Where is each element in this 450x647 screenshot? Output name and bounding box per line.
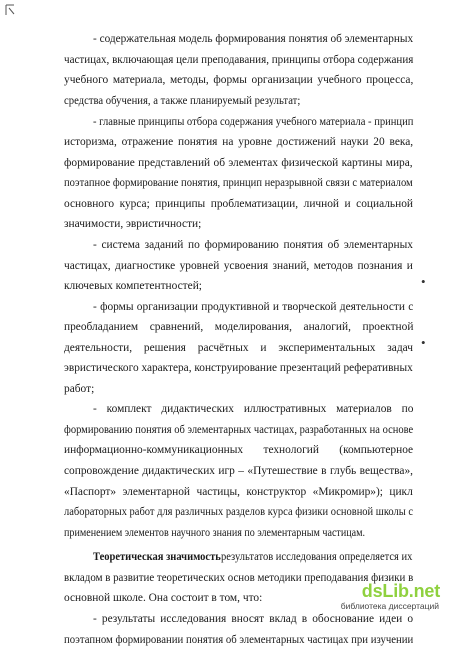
document-line [0, 402, 450, 416]
document-line [0, 217, 450, 231]
document-line-text: применением элементов научного знания по элементарным частицам. [64, 527, 365, 539]
document-line [0, 550, 450, 564]
document-line [0, 320, 450, 334]
document-line [0, 526, 450, 540]
document-line [0, 341, 450, 355]
document-line-text: информационно-коммуникационных технологий (компьютерное [64, 444, 414, 456]
document-line-text: «Паспорт» элементарной частицы, конструктор «Микромир»); цикл [64, 486, 413, 498]
document-line-text: Теоретическая значимость [93, 551, 221, 563]
document-line-text: формирование представлений об элементах физической картины мира, [64, 157, 413, 169]
document-line-text: эвристического характера, конструирование презентаций реферативных [64, 362, 413, 374]
document-line [0, 156, 450, 170]
document-line-text: преобладанием сравнений, моделирования, аналогий, проектной [64, 321, 414, 333]
document-line-text: значимости, эвристичности; [64, 218, 202, 230]
watermark-logo [332, 581, 440, 611]
document-line-text: сопровождение дидактических игр – «Путешествие в глубь вещества», [64, 465, 414, 477]
stray-mark: • [421, 335, 426, 350]
document-line-text: учебного материала, методы, формы организации учебного процесса, [64, 74, 414, 86]
document-line [0, 135, 450, 149]
document-line-text: - результаты исследования вносят вклад в обоснование идеи о [93, 613, 414, 625]
document-line [0, 505, 450, 519]
document-line [0, 300, 450, 314]
document-line [0, 259, 450, 273]
document-line [0, 279, 450, 293]
document-line [0, 197, 450, 211]
page-corner-mark-icon [5, 4, 16, 16]
document-line [0, 633, 450, 647]
document-line [0, 612, 450, 626]
document-line-text: поэтапное формирование понятия, принцип неразрывной связи с материалом [64, 177, 413, 189]
document-line-text: работ; [64, 383, 95, 395]
document-line [0, 94, 450, 108]
document-line [0, 443, 450, 457]
document-line-text: формированию понятия об элементарных частицах, разработанных на основе [64, 424, 414, 436]
document-line-text: - главные принципы отбора содержания учебного материала - принцип [93, 116, 414, 128]
document-line-text: историзма, отражение понятия на уровне достижений науки 20 века, [64, 136, 414, 148]
watermark-domain: dsLib.net [361, 581, 440, 601]
document-line-text: поэтапном формировании понятия об элементарных частицах при изучении [64, 634, 414, 646]
document-line-text: - содержательная модель формирования понятия об элементарных [93, 33, 414, 45]
document-line-text: частицах, включающая цели преподавания, принципы отбора содержания [64, 54, 414, 66]
document-line [0, 53, 450, 67]
document-line-text: основной школе. Она состоит в том, что: [64, 592, 263, 604]
document-line [0, 238, 450, 252]
document-line-text: лабораторных работ для различных разделов курса физики основной школы с [64, 506, 414, 518]
document-line [0, 382, 450, 396]
document-line [0, 485, 450, 499]
document-line [0, 464, 450, 478]
document-line-text: деятельности, решения расчётных и экспериментальных задач [64, 342, 413, 354]
document-line [0, 176, 450, 190]
stray-mark: • [421, 274, 426, 289]
document-line [0, 423, 450, 437]
document-line [0, 115, 450, 129]
document-line [0, 73, 450, 87]
document-line-text: - формы организации продуктивной и творческой деятельности с [93, 301, 414, 313]
document-line-text: основного курса; принципы проблематизации, личной и социальной [64, 198, 414, 210]
document-line [0, 361, 450, 375]
document-line-text: средства обучения, а также планируемый результат; [64, 95, 301, 107]
document-line-continuation: результатов исследования определяется их [221, 551, 413, 563]
document-line-text: ключевых компетентностей; [64, 280, 202, 292]
watermark-subtitle: библиотека диссертаций [340, 601, 439, 611]
document-line-text: вкладом в развитие теоретических основ методики преподавания физики в [64, 572, 414, 584]
document-line-text: - комплект дидактических иллюстративных материалов по [93, 403, 414, 415]
document-line-text: - система заданий по формированию понятия об элементарных [93, 239, 413, 251]
document-line [0, 32, 450, 46]
document-line-text: частицах, диагностике уровней усвоения знаний, методов познания и [64, 260, 413, 272]
